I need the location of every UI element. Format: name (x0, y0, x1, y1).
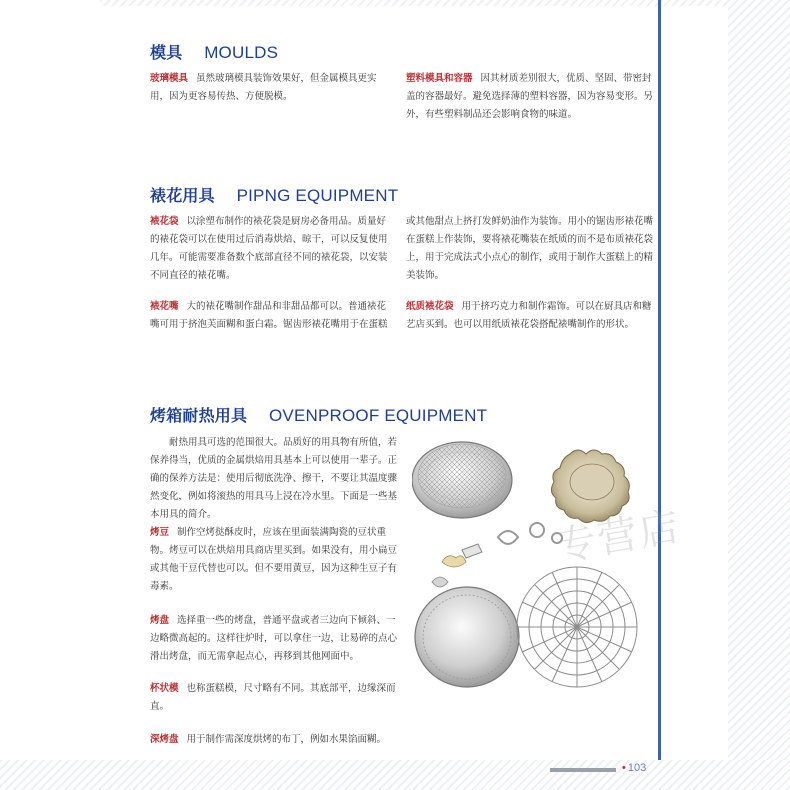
glass-moulds-paragraph (150, 70, 390, 106)
ovenproof-heading-zh: 烤箱耐热用具 (150, 406, 248, 425)
bullet-icon: • (622, 762, 626, 774)
baking-tray-paragraph (150, 612, 398, 666)
springform-pan (412, 442, 512, 518)
plastic-moulds-text: 因其材质差别很大，优质、坚固、带密封盖的容器最好。避免选择薄的塑料容器，因为容易变形。另外，有些塑料制品还会影响食物的味道。 (406, 73, 654, 120)
piping-heading-zh: 裱花用具 (150, 186, 215, 205)
plastic-moulds-term: 塑料模具和容器 (406, 73, 473, 84)
piping-bag-paragraph (150, 213, 390, 285)
watermark: 专营店 (552, 503, 685, 571)
cup-mould-text: 也称蛋糕模，尺寸略有不同。其底部平，边缘深而直。 (150, 683, 396, 712)
page-number-bar (550, 768, 616, 772)
baking-tray-term: 烤盘 (150, 615, 170, 626)
baking-tray-text: 选择重一些的烤盘，普通平盘或者三边向下倾斜、一边略微高起的。这样往炉时，可以拿住一边，让易碎的点心滑出烤盘，而无需拿起点心，再移到其他网面中。 (150, 615, 398, 662)
cooling-rack (517, 567, 637, 687)
page-number (622, 762, 646, 774)
ovenproof-heading-en: OVENPROOF EQUIPMENT (268, 406, 488, 425)
piping-heading-en: PIPNG EQUIPMENT (236, 186, 399, 205)
nozzle-text: 大的裱花嘴制作甜品和非甜品都可以。普通裱花嘴可用于挤泡芙面糊和蛋白霜。锯齿形裱花嘴用于在蛋糕 (150, 301, 388, 330)
cup-mould-paragraph (150, 680, 398, 716)
paper-bag-paragraph (406, 298, 654, 334)
paper-bag-text: 用于挤巧克力和制作霜饰。可以在厨具店和糖艺店买到。也可以用纸质裱花袋搭配裱嘴制作的形状。 (406, 301, 652, 330)
deep-tray-term: 深烤盘 (150, 734, 179, 745)
deep-tray-paragraph (150, 731, 410, 749)
plastic-moulds-paragraph (406, 70, 654, 124)
hatched-border-right (728, 0, 790, 790)
hatched-border-top (100, 0, 728, 6)
ovenproof-heading (150, 403, 487, 426)
piping-bag-term: 裱花袋 (150, 216, 179, 227)
glass-moulds-text: 虽然玻璃模具装饰效果好，但金属模具更实用，因为更容易传热、方便脱模。 (150, 73, 377, 102)
baking-beans-term: 烤豆 (150, 527, 170, 538)
baking-beans-text: 制作空烤挞酥皮时，应该在里面装满陶瓷的豆状重物。烤豆可以在烘焙用具商店里买到。如果没有，用小扁豆或其他干豆代替也可以。但不要用黄豆，因为这种生豆子有毒素。 (150, 527, 398, 592)
round-baking-tin (415, 587, 519, 687)
moulds-heading-en: MOULDS (204, 43, 279, 62)
paper-bag-term: 纸质裱花袋 (406, 301, 454, 312)
deep-tray-text: 用于制作需深度烘烤的布丁，例如水果馅面糊。 (186, 734, 387, 745)
ovenproof-intro-paragraph (150, 434, 398, 524)
glass-moulds-term: 玻璃模具 (150, 73, 189, 84)
moulds-heading-zh: 模具 (150, 43, 183, 62)
piping-continued-text: 或其他甜点上挤打发鲜奶油作为装饰。用小的锯齿形裱花嘴在蛋糕上作装饰，要将裱花嘴装在纸质的而不是布质裱花袋上，用于完成法式小点心的制作，或用于制作大蛋糕上的精美装饰。 (406, 216, 654, 281)
ovenproof-intro-text: 耐热用具可选的范围很大。品质好的用具物有所值，若保养得当，优质的金属烘焙用具基本上可以使用一辈子。正确的保养方法是：使用后彻底洗净、擦干，不要让其温度骤然变化，例如将滚热的用具马上浸在冷水里。下面是一些基本用具的简介。 (150, 437, 398, 520)
piping-bag-text: 以涂塑布制作的裱花袋是厨房必备用品。质量好的裱花袋可以在使用过后消毒烘焙、晾干，可以反复使用几年。可能需要准备数个底部直径不同的裱花袋，以安装不同直径的裱花嘴。 (150, 216, 388, 281)
cup-mould-term: 杯状模 (150, 683, 179, 694)
blue-margin-rule (658, 0, 661, 760)
hatched-border-bottom (0, 760, 790, 790)
moulds-heading (150, 40, 278, 63)
page-number-value: 103 (627, 762, 647, 774)
nozzle-paragraph (150, 298, 390, 334)
piping-continued-paragraph (406, 213, 654, 285)
nozzle-term: 裱花嘴 (150, 301, 179, 312)
piping-heading (150, 183, 398, 206)
baking-beans-paragraph (150, 524, 398, 596)
